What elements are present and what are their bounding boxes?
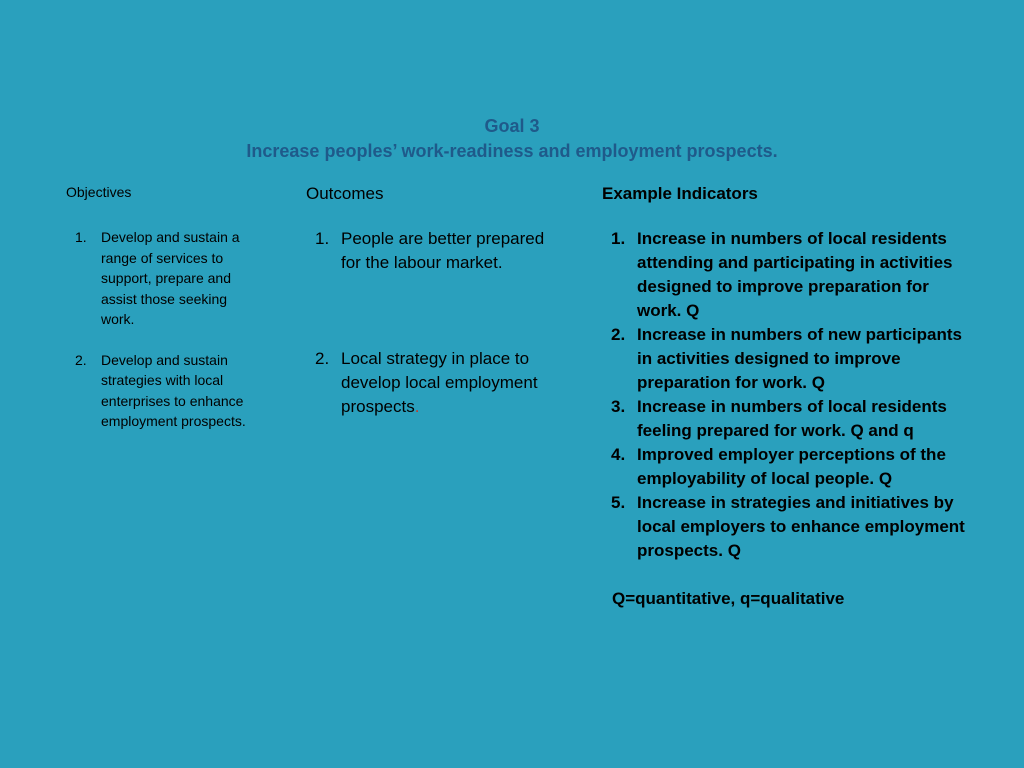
outcome-text: Local strategy in place to develop local employment prospects (341, 349, 538, 416)
goal-subtitle: Increase peoples’ work-readiness and employment prospects. (246, 141, 778, 161)
list-item (306, 227, 556, 275)
list-number: 4. (611, 445, 626, 464)
objectives-list (66, 227, 266, 432)
list-number: 3. (611, 397, 626, 416)
objectives-column (66, 183, 266, 432)
outcomes-list (306, 227, 556, 419)
indicator-text: Increase in numbers of local residents attending and participating in activities designed to improve preparation for work. Q (637, 229, 953, 320)
outcomes-heading: Outcomes (306, 184, 384, 203)
objective-text: Develop and sustain a range of services to support, prepare and assist those seeking work. (101, 229, 240, 327)
list-item (602, 491, 967, 563)
indicator-text: Increase in numbers of local residents feeling prepared for work. Q and q (637, 397, 947, 440)
list-item (602, 443, 967, 491)
outcome-text: People are better prepared for the labour market. (341, 229, 545, 272)
list-item (306, 347, 556, 419)
list-number: 5. (611, 493, 626, 512)
list-number: 2. (611, 325, 626, 344)
list-number: 2. (75, 351, 87, 368)
goal-heading: Goal 3 (484, 116, 540, 136)
indicator-legend: Q=quantitative, q=qualitative (612, 589, 845, 608)
list-number: 1. (75, 229, 87, 245)
indicator-text: Increase in numbers of new participants in activities designed to improve preparation for work. Q (637, 325, 962, 392)
indicators-list (602, 227, 964, 563)
slide-title (0, 114, 1024, 164)
outcome-trailing-period: . (414, 397, 420, 416)
objective-text: Develop and sustain strategies with local enterprises to enhance employment prospects. (101, 351, 246, 429)
indicator-text: Improved employer perceptions of the employability of local people. Q (637, 445, 946, 488)
list-number: 1. (315, 229, 330, 248)
indicators-column (602, 183, 964, 611)
list-item (66, 227, 261, 330)
list-number: 2. (315, 349, 330, 368)
objectives-heading: Objectives (66, 184, 132, 200)
indicator-text: Increase in strategies and initiatives by local employers to enhance employment prospects. Q (637, 493, 965, 560)
list-item (602, 227, 967, 323)
list-number: 1. (611, 229, 626, 248)
indicators-heading: Example Indicators (602, 184, 758, 203)
list-item (602, 323, 967, 395)
list-item (66, 350, 261, 432)
list-item (602, 395, 967, 443)
outcomes-column (306, 183, 556, 419)
